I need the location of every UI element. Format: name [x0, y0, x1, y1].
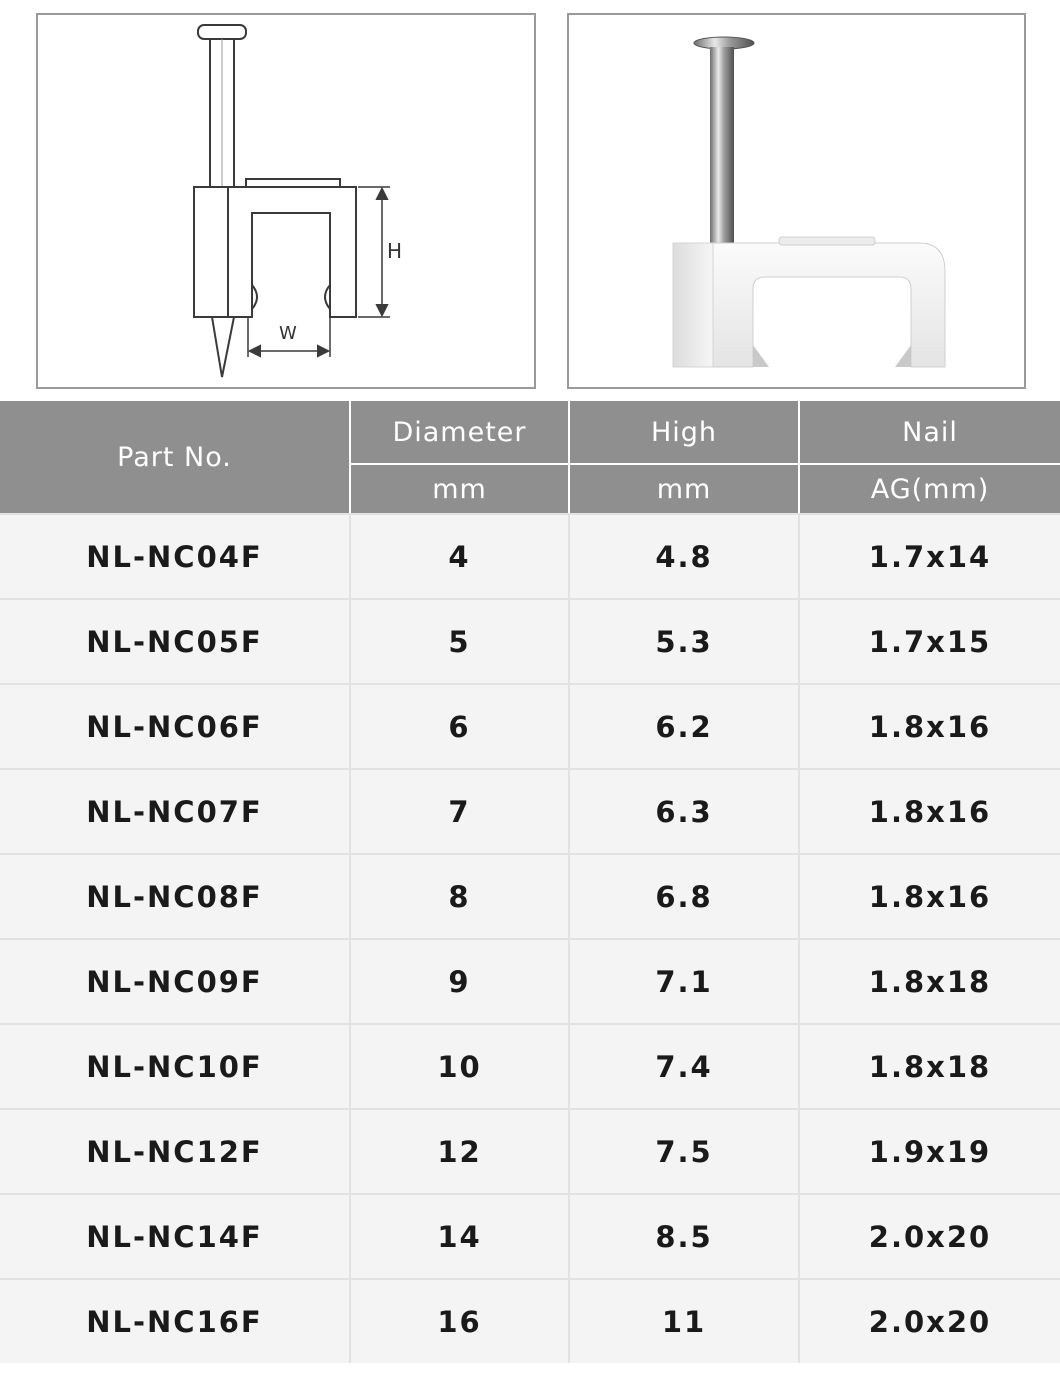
part-number-cell: NL-NC07F — [0, 768, 351, 853]
high-cell: 7.4 — [570, 1023, 800, 1108]
table-row — [0, 1193, 1060, 1278]
high-cell: 6.3 — [570, 768, 800, 853]
high-cell: 7.5 — [570, 1108, 800, 1193]
part-number-cell: NL-NC14F — [0, 1193, 351, 1278]
table-row — [0, 1023, 1060, 1108]
part-number-cell: NL-NC06F — [0, 683, 351, 768]
part-number-cell: NL-NC16F — [0, 1278, 351, 1363]
header-part-no: Part No. — [0, 401, 351, 513]
nail-tip-drawing — [212, 317, 234, 377]
table-row — [0, 938, 1060, 1023]
high-cell: 5.3 — [570, 598, 800, 683]
nail-cell: 2.0x20 — [800, 1193, 1060, 1278]
high-cell: 7.1 — [570, 938, 800, 1023]
diameter-cell: 7 — [351, 768, 570, 853]
height-label: H — [387, 239, 403, 263]
header-nail: Nail — [800, 401, 1060, 463]
nail-cell: 1.7x15 — [800, 598, 1060, 683]
nail-shaft-photo — [710, 47, 734, 243]
diameter-cell: 16 — [351, 1278, 570, 1363]
table-row — [0, 683, 1060, 768]
high-cell: 11 — [570, 1278, 800, 1363]
clip-body-photo — [673, 243, 945, 367]
part-number-cell: NL-NC10F — [0, 1023, 351, 1108]
diameter-cell: 5 — [351, 598, 570, 683]
diameter-cell: 10 — [351, 1023, 570, 1108]
nail-cell: 1.8x18 — [800, 1023, 1060, 1108]
table-row — [0, 1278, 1060, 1363]
nail-cell: 1.8x16 — [800, 853, 1060, 938]
part-number-cell: NL-NC12F — [0, 1108, 351, 1193]
high-cell: 6.8 — [570, 853, 800, 938]
table-row — [0, 513, 1060, 598]
table-row — [0, 1108, 1060, 1193]
part-number-cell: NL-NC09F — [0, 938, 351, 1023]
diameter-cell: 6 — [351, 683, 570, 768]
part-number-cell: NL-NC08F — [0, 853, 351, 938]
nail-cell: 2.0x20 — [800, 1278, 1060, 1363]
clip-body-drawing — [194, 187, 356, 317]
header-high: High — [570, 401, 800, 463]
diameter-cell: 14 — [351, 1193, 570, 1278]
nail-cell: 1.8x18 — [800, 938, 1060, 1023]
product-images — [0, 0, 1060, 400]
high-cell: 6.2 — [570, 683, 800, 768]
table-row — [0, 853, 1060, 938]
diameter-cell: 8 — [351, 853, 570, 938]
high-cell: 8.5 — [570, 1193, 800, 1278]
nail-head-drawing — [198, 25, 246, 39]
nail-cell: 1.8x16 — [800, 768, 1060, 853]
width-label: W — [279, 323, 297, 344]
table-row — [0, 598, 1060, 683]
cable-clip-photo — [569, 15, 1024, 387]
header-nail-unit: AG(mm) — [800, 463, 1060, 513]
nail-cell: 1.7x14 — [800, 513, 1060, 598]
part-number-cell: NL-NC05F — [0, 598, 351, 683]
product-photo-frame — [567, 13, 1026, 389]
header-high-unit: mm — [570, 463, 800, 513]
spec-table — [0, 401, 1060, 1363]
nail-cell: 1.9x19 — [800, 1108, 1060, 1193]
diameter-cell: 9 — [351, 938, 570, 1023]
clip-ridge-drawing — [246, 179, 340, 187]
diameter-cell: 12 — [351, 1108, 570, 1193]
part-number-cell: NL-NC04F — [0, 513, 351, 598]
technical-drawing-frame — [36, 13, 536, 389]
diameter-cell: 4 — [351, 513, 570, 598]
table-row — [0, 768, 1060, 853]
header-diameter-unit: mm — [351, 463, 570, 513]
nail-cell: 1.8x16 — [800, 683, 1060, 768]
header-diameter: Diameter — [351, 401, 570, 463]
high-cell: 4.8 — [570, 513, 800, 598]
